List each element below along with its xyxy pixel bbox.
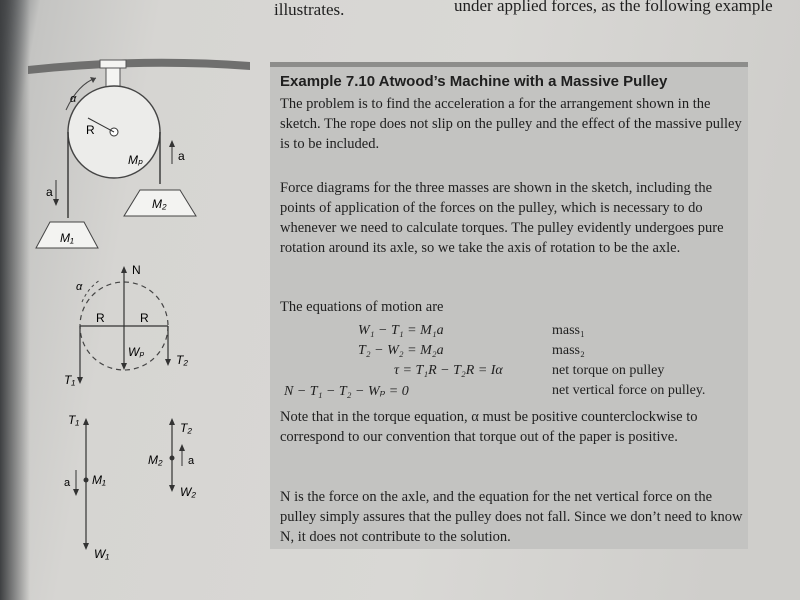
m2-fbd-label: M₂ bbox=[148, 453, 163, 467]
example-box bbox=[270, 62, 748, 549]
paragraph-axle-note: N is the force on the axle, and the equation for the net vertical force on the pulley simply assures that the pulley does not fall. Since we don’t need to know N, it does not contribute to the solution. bbox=[280, 489, 743, 545]
t2-label-pulley: T₂ bbox=[176, 353, 188, 367]
paragraph-torque-note: Note that in the torque equation, α must be positive counterclockwise to correspond to our convention that torque out of the paper is positive. bbox=[280, 409, 698, 445]
r-label: R bbox=[86, 123, 95, 137]
wp-label: Wₚ bbox=[128, 345, 145, 359]
partial-line: under applied forces, as the following example bbox=[454, 0, 773, 15]
m2-label: M₂ bbox=[152, 197, 167, 211]
ceiling-bar bbox=[28, 59, 250, 74]
r-label-right: R bbox=[140, 311, 149, 325]
r-label-left: R bbox=[96, 311, 105, 325]
a-label-left: a bbox=[46, 185, 53, 199]
atwood-diagram bbox=[0, 40, 260, 580]
equations-intro: The equations of motion are bbox=[280, 299, 444, 315]
equation-3: τ = T₁R − T₂R = Iα bbox=[394, 363, 503, 378]
equation-3-label: net torque on pulley bbox=[552, 363, 665, 378]
equation-4: N − T₁ − T₂ − Wₚ = 0 bbox=[284, 384, 409, 399]
example-title: Example 7.10 Atwood’s Machine with a Massive Pulley bbox=[280, 73, 668, 90]
a-label-right: a bbox=[178, 149, 185, 163]
m1-fbd-label: M₁ bbox=[92, 473, 106, 487]
equation-1-label: mass₁ bbox=[552, 323, 585, 338]
equation-4-label: net vertical force on pulley. bbox=[552, 383, 706, 398]
m1-label: M₁ bbox=[60, 231, 74, 245]
paragraph-problem: The problem is to find the acceleration a for the arrangement shown in the sketch. The rope does not slip on the pulley and the effect of the massive pulley is to be included. bbox=[280, 96, 742, 152]
equation-2-label: mass₂ bbox=[552, 343, 585, 358]
t1-label-pulley: T₁ bbox=[64, 373, 76, 387]
partial-word: illustrates. bbox=[274, 0, 345, 19]
n-label: N bbox=[132, 263, 141, 277]
paragraph-force-diagrams: Force diagrams for the three masses are shown in the sketch, including the points of application of the forces on the pulley, which is necessary to do whenever we need to calculate torques. The pulley evidently undergoes pure rotation around its axle, so we take the axis of rotation to be the axle. bbox=[280, 180, 724, 256]
equation-2: T₂ − W₂ = M₂a bbox=[358, 343, 444, 358]
alpha-label-fbd: α bbox=[76, 281, 83, 293]
mp-label: Mₚ bbox=[128, 153, 144, 167]
w2-label: W₂ bbox=[180, 485, 196, 499]
t1-label: T₁ bbox=[68, 413, 80, 427]
a-label-m2: a bbox=[188, 455, 195, 467]
a-label-m1: a bbox=[64, 477, 71, 489]
equation-1: W₁ − T₁ = M₁a bbox=[358, 323, 444, 338]
alpha-label: α bbox=[70, 93, 77, 105]
t2-label: T₂ bbox=[180, 421, 192, 435]
w1-label: W₁ bbox=[94, 547, 110, 561]
